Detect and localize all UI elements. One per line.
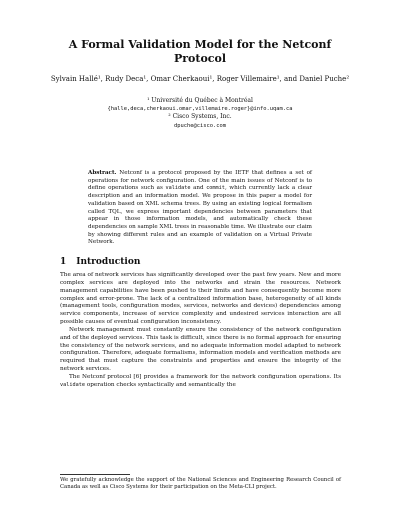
body-text (60, 272, 341, 390)
affiliation-cisco-email: dpuche@cisco.com (174, 122, 226, 129)
affiliation-uqam-email: {halle,deca,cherkaoui.omar,villemaire.roger}@info.uqam.ca (107, 106, 293, 113)
footnote-rule (60, 474, 130, 475)
paragraph-3-text-1: The Netconf protocol [6] provides a framework for the network configuration operations. Its (69, 373, 341, 380)
abstract-code-validate: validate (165, 185, 191, 192)
section-title: Introduction (76, 257, 141, 267)
abstract-text-2: and (193, 185, 204, 192)
paragraph-2: Network management must constantly ensure the consistency of the network configuration and of the deployed services. This task is difficult, since there is no formal approach for ensuring the consistency of the network services, and no adequate information model adapted to network configuration. Therefore, adequate formalisms, information models and verification methods are required that must capture the constraints and properties and ensure the integrity of the network services. (60, 326, 341, 373)
abstract-code-commit: commit (206, 185, 225, 192)
abstract-text-3: , which currently lack a clear description and an information model. We propose in this paper a model for validation based on XML schema trees. By using an existing logical formalism called TQL, we express important dependencies between parameters that appear in those information models, and automatically check these dependencies on sample XML trees in reasonable time. We illustrate our claim by showing different rules and an example of validation on a Virtual Private Network. (88, 185, 312, 246)
author-list: Sylvain Hallé¹, Rudy Deca¹, Omar Cherkaoui¹, Roger Villemaire¹, and Daniel Puche² (50, 75, 350, 83)
abstract-text-1: Netconf is a protocol proposed by the IETF that defines a set of operations for network configuration. One of the main issues of Netconf is to define operations such as (88, 170, 313, 192)
affiliations (60, 97, 340, 130)
paragraph-1: The area of network services has significantly developed over the past few years. New and more complex services are deployed into the networks and strain the resources. Network management capabilities have been pushed to their limits and have consequently become more complex and error-prone. The lack of a centralized information base, heterogeneity of all kinds (management tools, configuration modes, services, networks and devices) dependencies among service components, increase of service complexity and undesired services interaction are all possible causes of eventual configuration inconsistency. (60, 272, 341, 326)
section-number: 1 (60, 257, 67, 267)
affiliation-uqam: ¹ Université du Québec à Montréal (147, 97, 253, 104)
abstract (88, 170, 312, 247)
section-heading (60, 257, 140, 267)
paragraph-3-text-2: operation checks syntactically and semantically the (86, 381, 236, 388)
abstract-label: Abstract. (88, 170, 117, 176)
paragraph-3 (60, 374, 341, 390)
paragraph-3-code-validate: validate (60, 381, 85, 388)
affiliation-cisco: ² Cisco Systems, Inc. (168, 113, 232, 121)
paper-title: A Formal Validation Model for the Netconf Protocol (68, 38, 332, 65)
footnote: We gratefully acknowledge the support of the National Sciences and Engineering Research Council of Canada as well as Cisco Systems for their participation on the Meta-CLI project. (60, 477, 341, 491)
